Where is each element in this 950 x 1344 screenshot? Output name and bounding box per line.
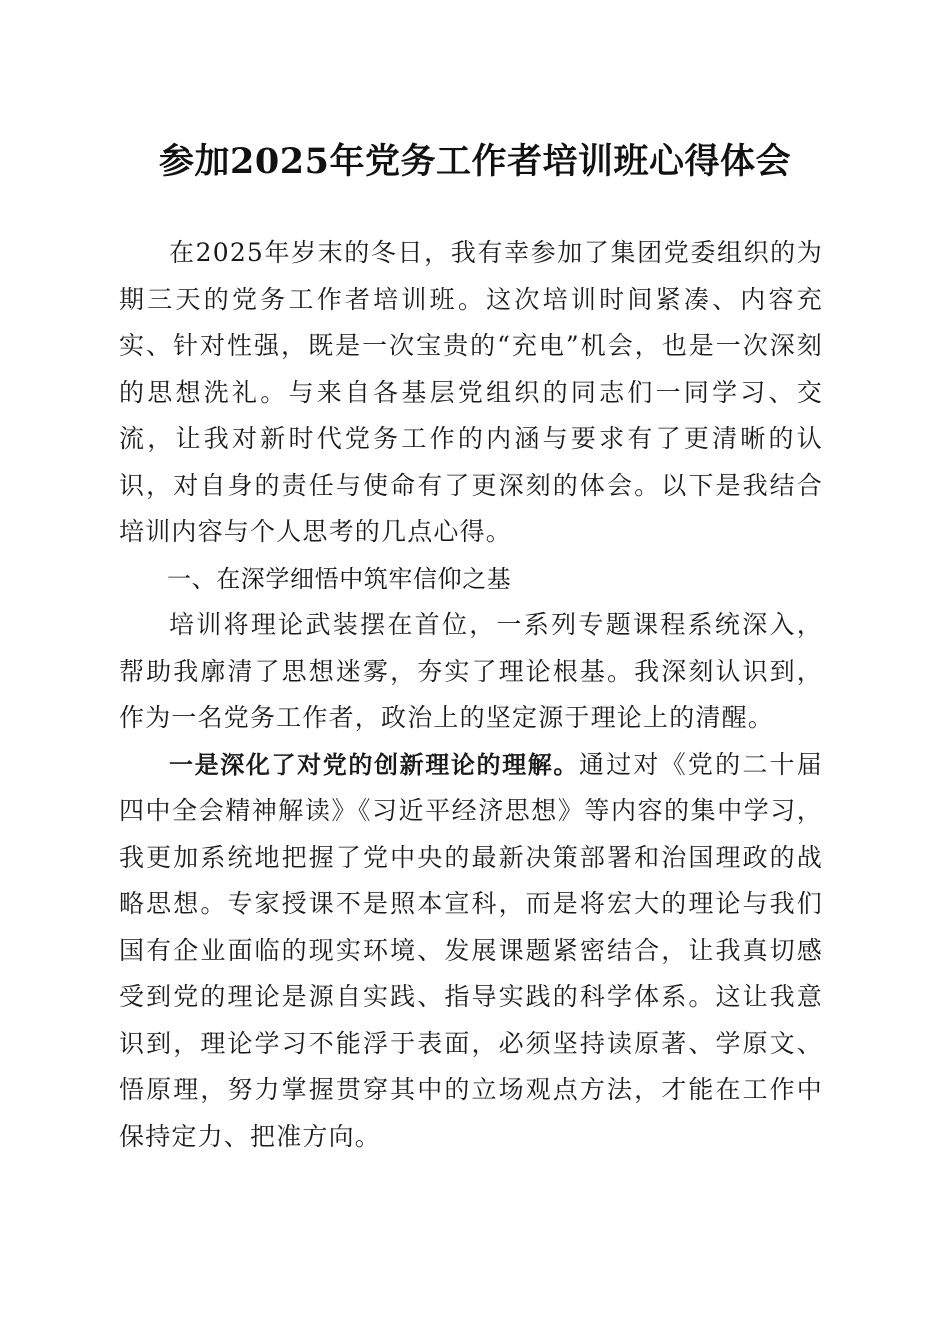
point-1-lead: 一是深化了对党的创新理论的理解。 bbox=[169, 750, 579, 779]
document-title: 参加2025年党务工作者培训班心得体会 bbox=[159, 141, 791, 182]
point-1-paragraph bbox=[119, 742, 823, 1161]
document-body bbox=[119, 230, 823, 1160]
section-heading-1: 一、在深学细悟中筑牢信仰之基 bbox=[167, 564, 512, 593]
section-1-paragraph: 培训将理论武装摆在首位，一系列专题课程系统深入，帮助我廓清了思想迷雾，夯实了理论根基。我深刻认识到，作为一名党务工作者，政治上的坚定源于理论上的清醒。 bbox=[119, 610, 823, 732]
point-1-text: 通过对《党的二十届四中全会精神解读》《习近平经济思想》等内容的集中学习，我更加系统地把握了党中央的最新决策部署和治国理政的战略思想。专家授课不是照本宣科，而是将宏大的理论与我们国有企业面临的现实环境、发展课题紧密结合，让我真切感受到党的理论是源自实践、指导实践的科学体系。这让我意识到，理论学习不能浮于表面，必须坚持读原著、学原文、悟原理，努力掌握贯穿其中的立场观点方法，才能在工作中保持定力、把准方向。 bbox=[119, 749, 823, 1151]
intro-paragraph: 在2025年岁末的冬日，我有幸参加了集团党委组织的为期三天的党务工作者培训班。这次培训时间紧凑、内容充实、针对性强，既是一次宝贵的“充电”机会，也是一次深刻的思想洗礼。与来自各基层党组织的同志们一同学习、交流，让我对新时代党务工作的内涵与要求有了更清晰的认识，对自身的责任与使命有了更深刻的体会。以下是我结合培训内容与个人思考的几点心得。 bbox=[119, 238, 823, 546]
